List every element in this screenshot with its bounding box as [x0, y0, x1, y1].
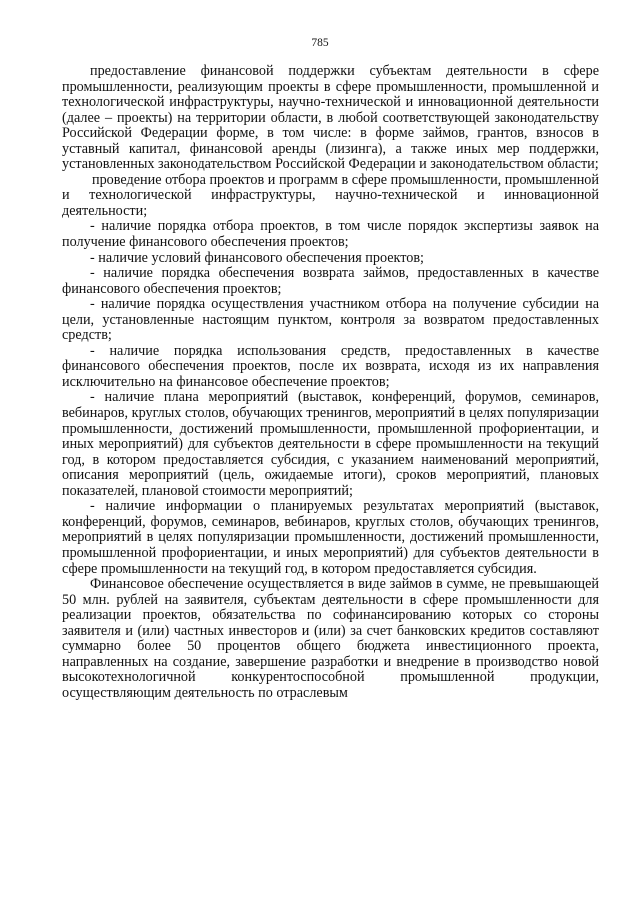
paragraph-financial-support: предоставление финансовой поддержки субъектам деятельности в сфере промышленности, реализующим проекты в сфере промышленности, промышленной и технологической инфраструктуры, научно-технической и инновационной деятельности (далее – проекты) на территории области, в любой соответствующей законодательству Российской Федерации форме, в том числе: в форме займов, грантов, взносов в уставный капитал, финансовой аренды (лизинга), а также иных мер поддержки, установленных законодательством Российской Федерации и законодательством области; [62, 63, 599, 173]
paragraph-loan-financing: Финансовое обеспечение осуществляется в виде займов в сумме, не превышающей 50 млн. рублей на заявителя, субъектам деятельности в сфере промышленности для реализации проектов, обязательства по софинансированию которых со стороны заявителя и (или) частных инвесторов и (или) за счет банковских кредитов составляют суммарно более 50 процентов общего бюджета инвестиционного проекта, направленных на создание, завершение разработки и внедрение в производство новой высокотехнологичной конкурентоспособной промышленной продукции, осуществляющим деятельность по отраслевым [62, 576, 599, 701]
list-item-events-results: - наличие информации о планируемых результатах мероприятий (выставок, конференций, форумов, семинаров, вебинаров, круглых столов, обучающих тренингов, мероприятий в целях популяризации промышленности, достижений промышленности, промышленной профориентации, и иных мероприятий) для субъектов деятельности в сфере промышленности на текущий год, в котором предоставляется субсидия. [62, 498, 599, 577]
list-item-loan-repayment: - наличие порядка обеспечения возврата займов, предоставленных в качестве финансового обеспечения проектов; [62, 265, 599, 297]
list-item-repayment-control: - наличие порядка осуществления участником отбора на получение субсидии на цели, установленные настоящим пунктом, контроля за возвратом предоставленных средств; [62, 296, 599, 344]
list-item-financing-conditions: - наличие условий финансового обеспечения проектов; [90, 249, 424, 266]
page-number: 785 [311, 37, 329, 49]
list-item-selection-procedure: - наличие порядка отбора проектов, в том числе порядок экспертизы заявок на получение финансового обеспечения проектов; [62, 218, 599, 251]
list-item-funds-reuse: - наличие порядка использования средств, предоставленных в качестве финансового обеспечения проектов, после их возврата, исходя из их направления исключительно на финансовое обеспечение проектов; [62, 342, 599, 390]
paragraph-project-selection: проведение отбора проектов и программ в сфере промышленности, промышленной и технологической инфраструктуры, научно-технической и инновационной деятельности; [62, 171, 599, 219]
list-item-events-plan: - наличие плана мероприятий (выставок, конференций, форумов, семинаров, вебинаров, круглых столов, обучающих тренингов, мероприятий в целях популяризации промышленности, достижений промышленности, промышленной профориентации, и иных мероприятий) для субъектов деятельности в сфере промышленности на текущий год, в котором предоставляется субсидия, с указанием наименований мероприятий, описания мероприятий (цель, ожидаемые итоги), сроков мероприятий, плановых показателей, плановой стоимости мероприятий; [62, 389, 599, 499]
body-text [62, 64, 599, 701]
